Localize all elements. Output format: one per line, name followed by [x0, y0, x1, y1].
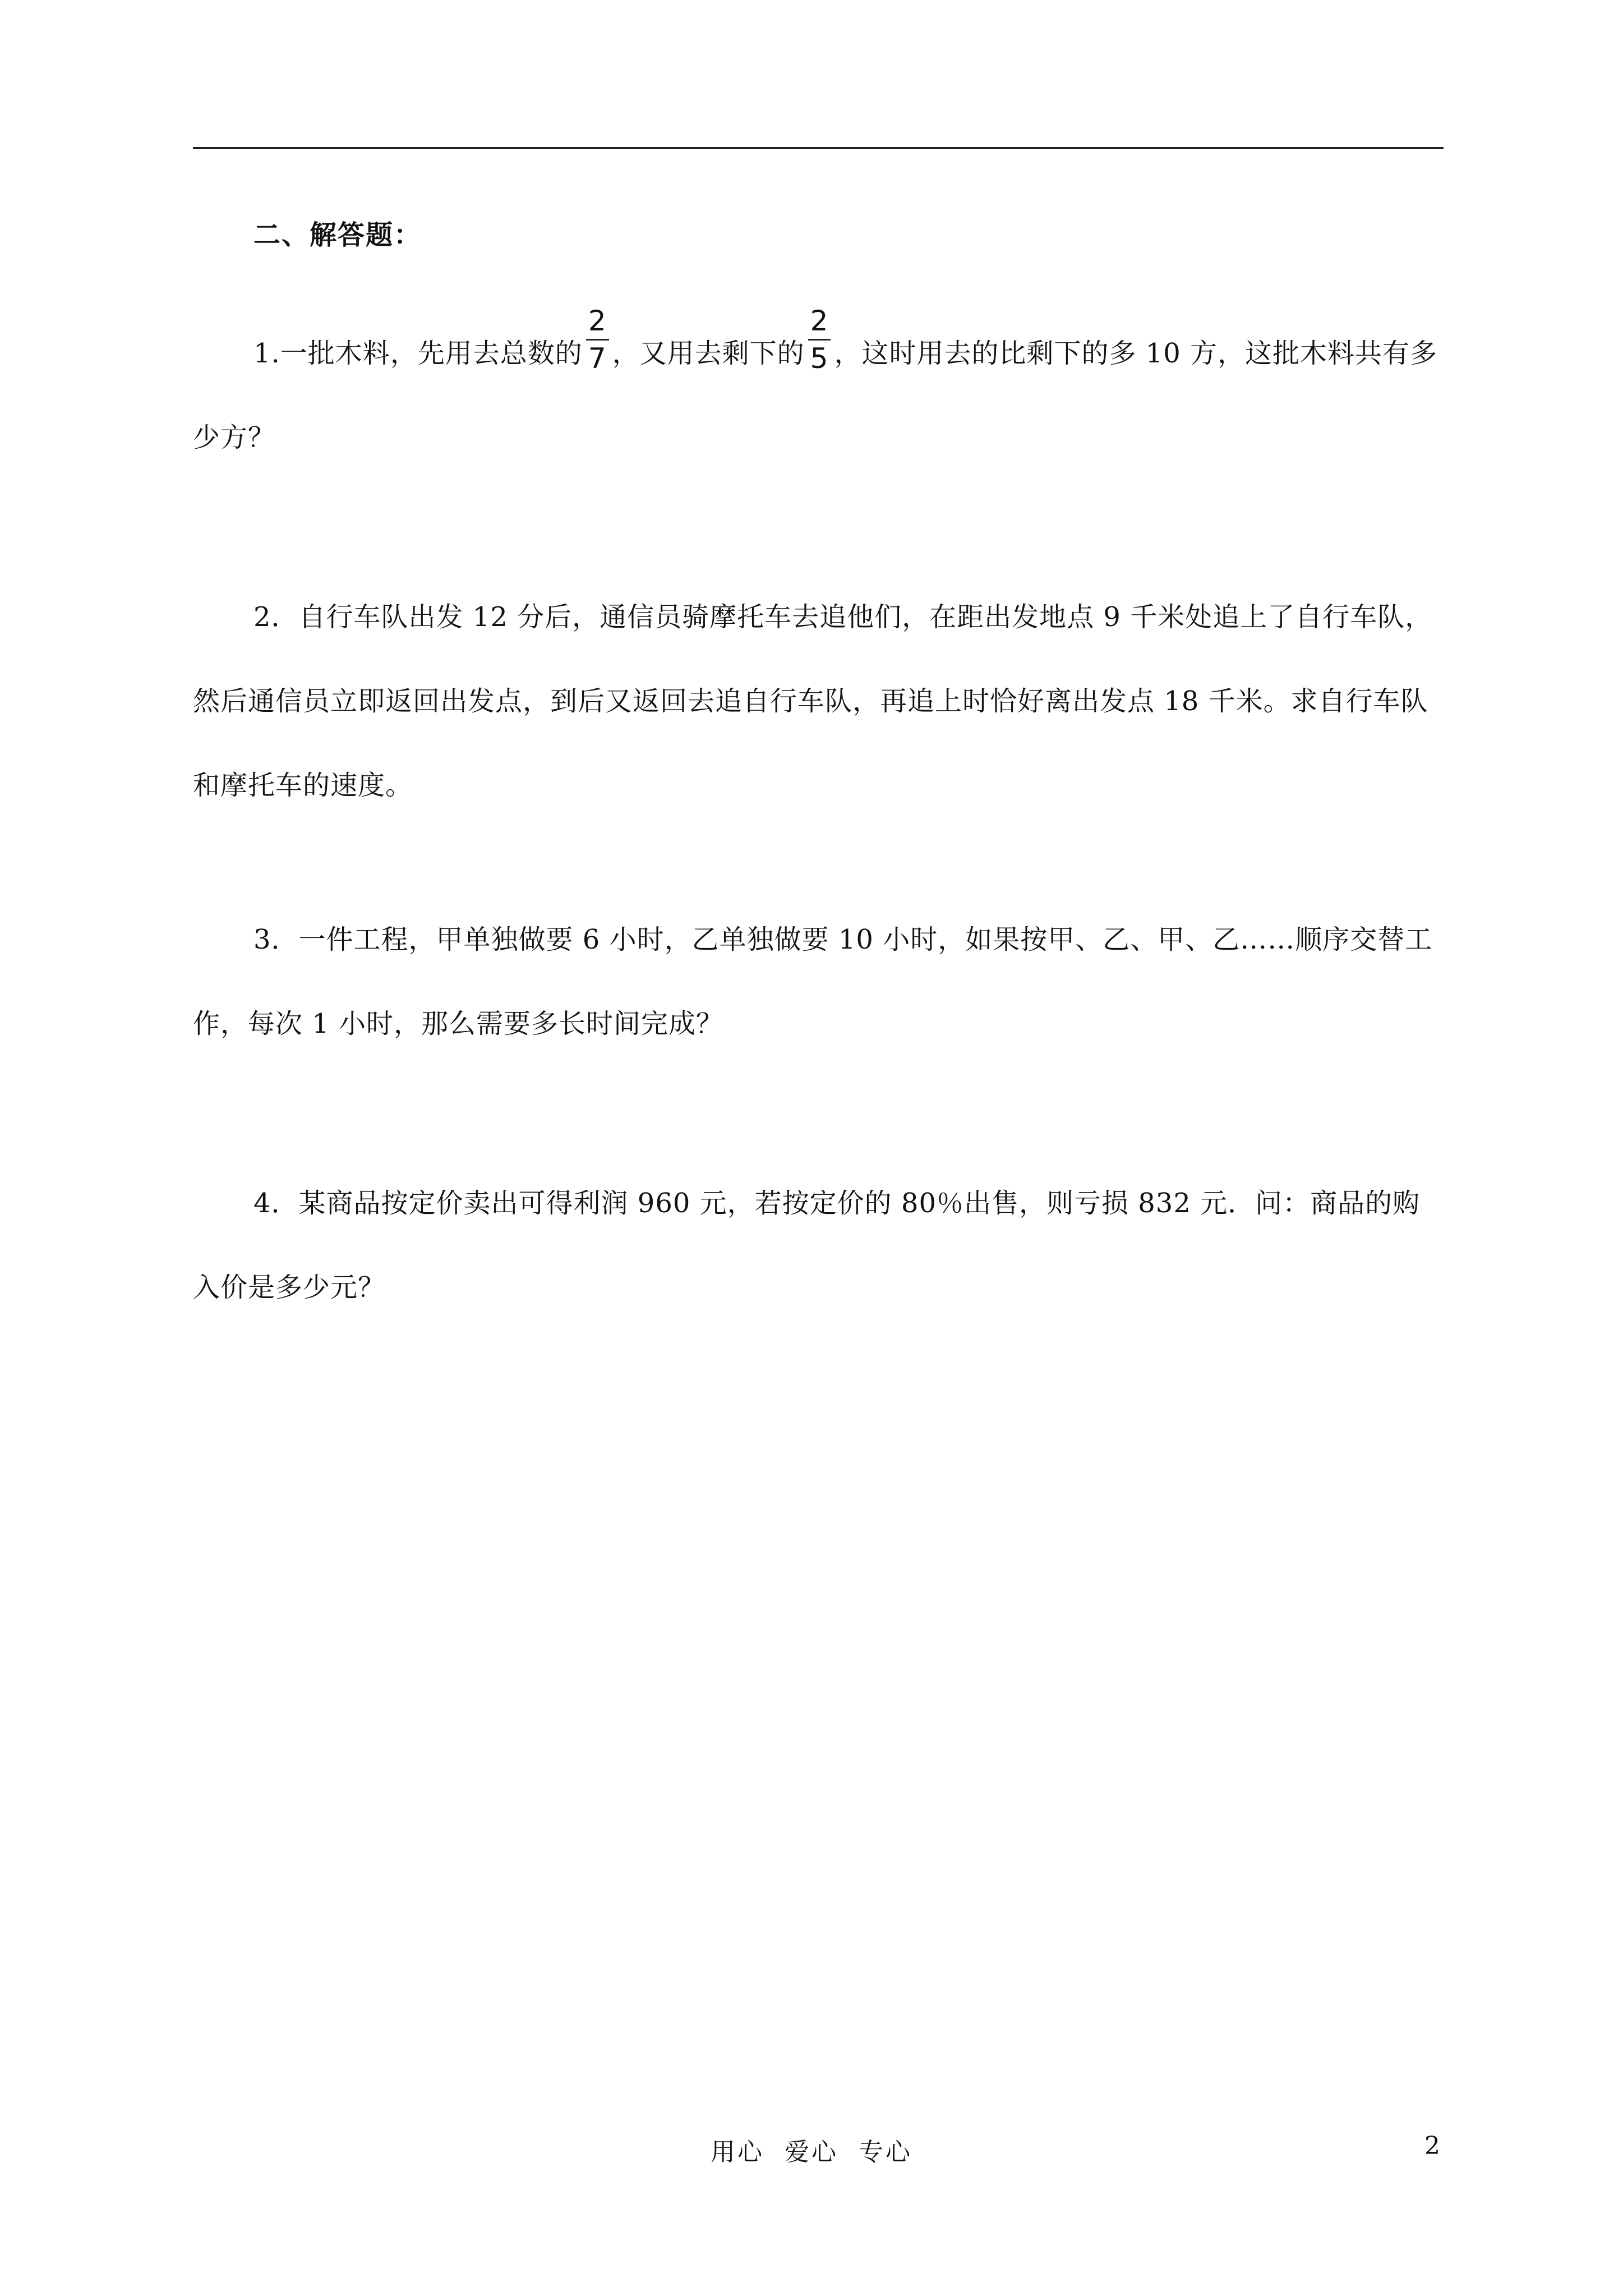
question-4-text: 4．某商品按定价卖出可得利润 960 元，若按定价的 80％出售，则亏损 832 元．问：商品的购入价是多少元？ [193, 1188, 1421, 1303]
question-4 [193, 1161, 1444, 1329]
fraction-two-sevenths: $\frac{2}{7}$ [586, 305, 609, 374]
section-title: 二、解答题： [253, 219, 422, 251]
page-number: 2 [1424, 2132, 1440, 2160]
question-3 [193, 898, 1444, 1066]
question-3-text: 3．一件工程，甲单独做要 6 小时，乙单独做要 10 小时，如果按甲、乙、甲、乙……顺序交替工作，每次 1 小时，那么需要多长时间完成？ [193, 924, 1433, 1039]
header-rule [193, 147, 1444, 149]
question-1-text: 1.一批木料，先用去总数的 $\frac{2}{7}$ ，又用去剩下的 $\frac{2}{5}$ ，这时用去的比剩下的多 10 方，这批木料共有多少方？ [193, 305, 1438, 453]
question-2 [193, 575, 1444, 827]
fraction-two-fifths: $\frac{2}{5}$ [808, 305, 831, 374]
footer-motto: 用心 爱心 专心 [711, 2138, 912, 2166]
question-2-text: 2．自行车队出发 12 分后，通信员骑摩托车去追他们，在距出发地点 9 千米处追上了自行车队，然后通信员立即返回出发点，到后又返回去追自行车队，再追上时恰好离出发点 18 千米。求自行车队和摩托车的速度。 [193, 601, 1433, 801]
question-1 [193, 305, 1444, 480]
